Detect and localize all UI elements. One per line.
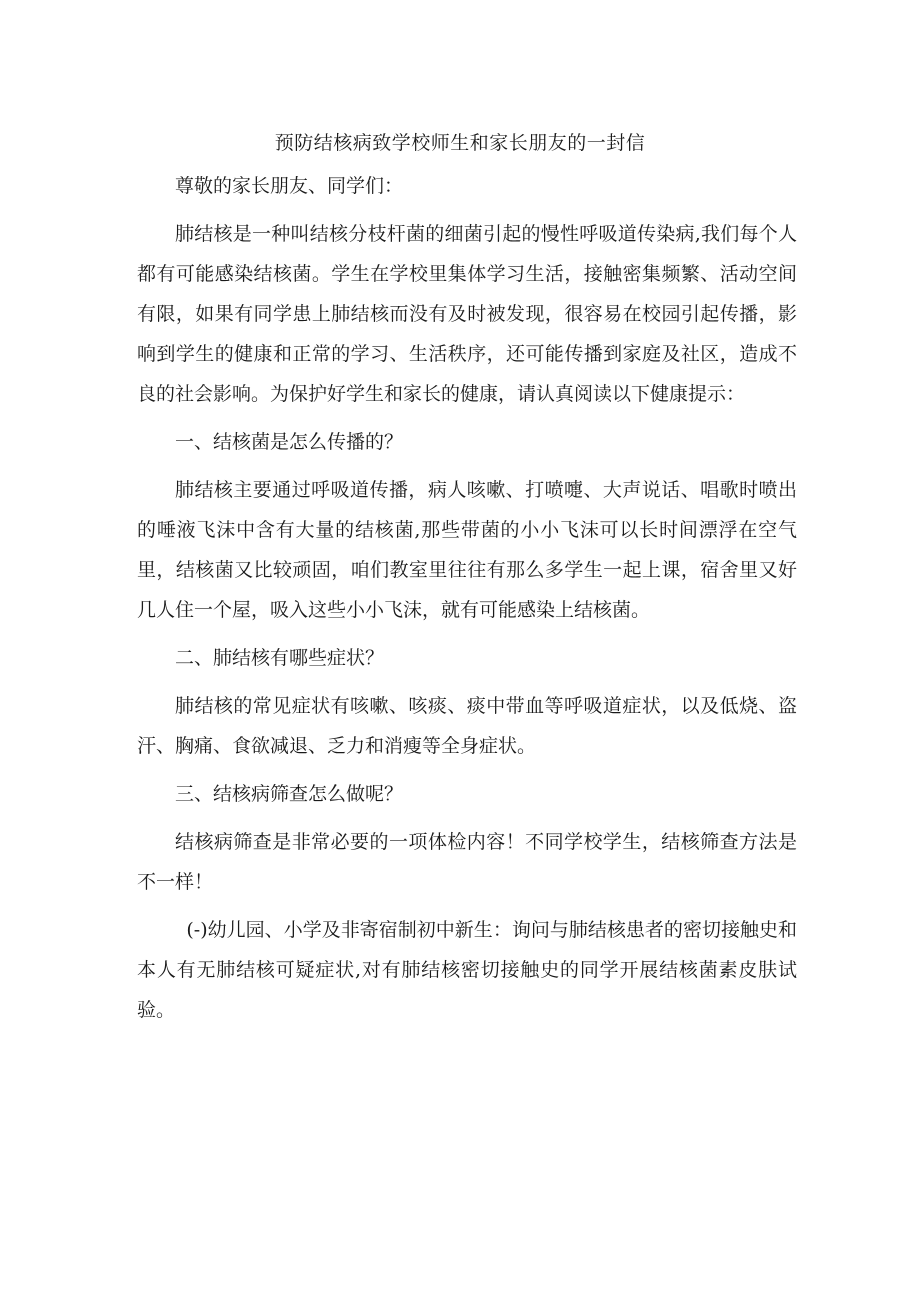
- paragraph-screening-item-1: (-)幼儿园、小学及非寄宿制初中新生：询问与肺结核患者的密切接触史和本人有无肺结核可疑症状,对有肺结核密切接触史的同学开展结核菌素皮肤试验。: [137, 919, 797, 1021]
- heading-transmission: 一、结核菌是怎么传播的？: [175, 431, 404, 453]
- paragraph-intro: 肺结核是一种叫结核分枝杆菌的细菌引起的慢性呼吸道传染病,我们每个人都有可能感染结核菌。学生在学校里集体学习生活，接触密集频繁、活动空间有限，如果有同学患上肺结核而没有及时被发现，很容易在校园引起传播，影响到学生的健康和正常的学习、生活秩序，还可能传播到家庭及社区，造成不良的社会影响。为保护好学生和家长的健康，请认真阅读以下健康提示：: [137, 223, 797, 405]
- paragraph-symptoms: 肺结核的常见症状有咳嗽、咳痰、痰中带血等呼吸道症状，以及低烧、盗汗、胸痛、食欲减退、乏力和消瘦等全身症状。: [137, 695, 797, 757]
- paragraph-transmission: 肺结核主要通过呼吸道传播，病人咳嗽、打喷嚏、大声说话、唱歌时喷出的唾液飞沫中含有大量的结核菌,那些带菌的小小飞沫可以长时间漂浮在空气里，结核菌又比较顽固，咱们教室里往往有那么多学生一起上课，宿舍里又好几人住一个屋，吸入这些小小飞沫，就有可能感染上结核菌。: [137, 479, 797, 621]
- letter-body: [137, 166, 797, 1038]
- paragraph-screening: 结核病筛查是非常必要的一项体检内容！不同学校学生，结核筛查方法是不一样！: [137, 831, 797, 893]
- page-title: 预防结核病致学校师生和家长朋友的一封信: [274, 132, 646, 154]
- salutation: 尊敬的家长朋友、同学们：: [175, 175, 404, 197]
- heading-symptoms: 二、肺结核有哪些症状？: [175, 647, 385, 669]
- heading-screening: 三、结核病筛查怎么做呢？: [175, 783, 404, 805]
